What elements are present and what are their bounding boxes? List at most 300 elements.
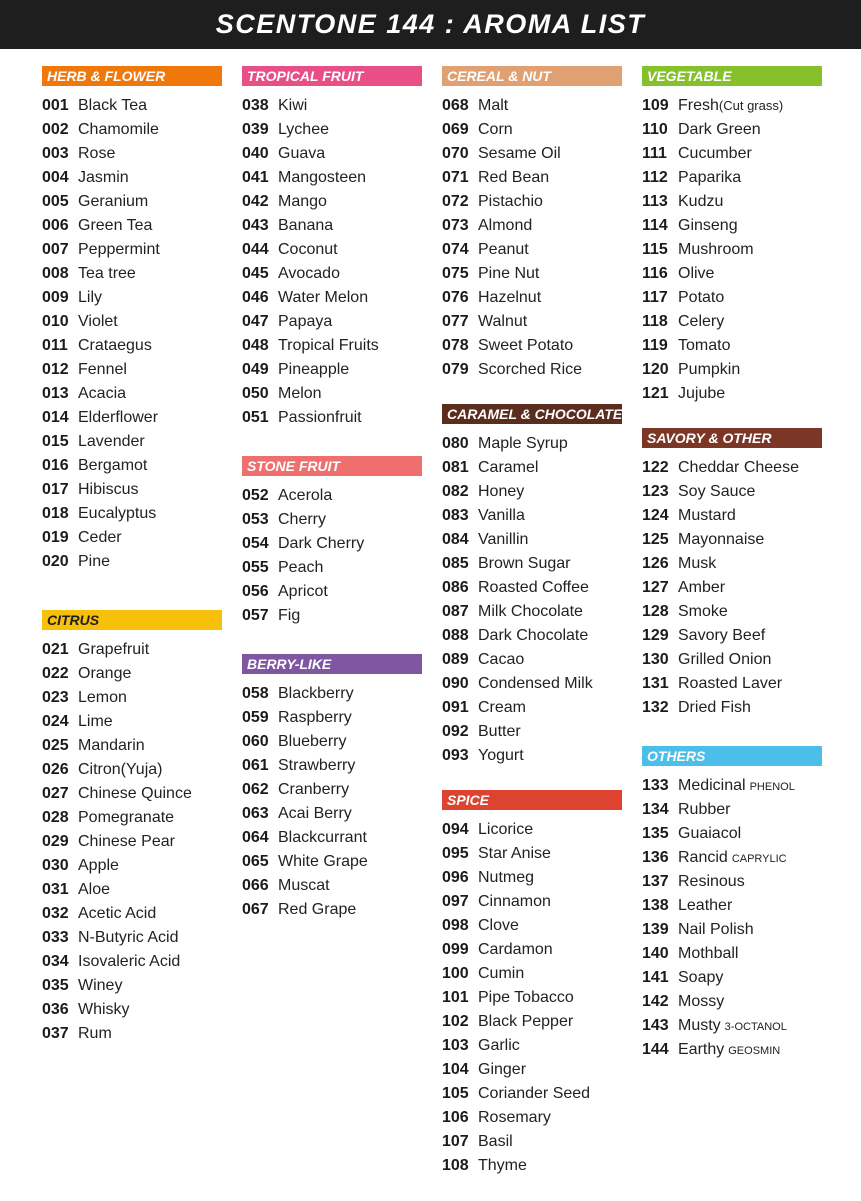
aroma-item [242,118,422,142]
aroma-number: 109 [642,97,669,114]
aroma-number: 072 [442,193,469,210]
aroma-item [642,214,822,238]
aroma-name: Bergamot [78,457,148,474]
aroma-number: 136 [642,849,669,866]
aroma-name: Scorched Rice [478,361,583,378]
aroma-name: Water Melon [278,289,369,306]
aroma-item [42,686,222,710]
aroma-number: 099 [442,941,469,958]
aroma-name: Citron(Yuja) [78,761,163,778]
aroma-item [642,1038,822,1062]
aroma-note: CAPRYLIC [731,853,787,865]
aroma-name: Honey [478,483,525,500]
aroma-item [442,528,622,552]
aroma-name: Malt [478,97,509,114]
aroma-name: Chinese Quince [78,785,192,802]
aroma-number: 082 [442,483,469,500]
aroma-number: 004 [42,169,69,186]
aroma-item [242,826,422,850]
aroma-name: Grapefruit [78,641,150,658]
aroma-item [442,672,622,696]
section-header: CEREAL & NUT [442,66,622,86]
aroma-item [442,744,622,768]
aroma-item [42,734,222,758]
aroma-number: 104 [442,1061,469,1078]
aroma-name: Avocado [278,265,340,282]
aroma-name: Mustard [678,507,736,524]
aroma-name: Blueberry [278,733,347,750]
aroma-name: Soy Sauce [678,483,756,500]
aroma-name: Rubber [678,801,731,818]
aroma-name: Walnut [478,313,528,330]
aroma-number: 055 [242,559,269,576]
aroma-number: 038 [242,97,269,114]
aroma-name: Earthy [678,1041,725,1058]
aroma-number: 044 [242,241,269,258]
aroma-number: 053 [242,511,269,528]
aroma-name: Star Anise [478,845,551,862]
aroma-item [42,502,222,526]
aroma-name: Maple Syrup [478,435,568,452]
aroma-number: 030 [42,857,69,874]
aroma-item [42,358,222,382]
aroma-number: 020 [42,553,69,570]
aroma-number: 094 [442,821,469,838]
aroma-name: Papaya [278,313,333,330]
aroma-name: Geranium [78,193,149,210]
aroma-name: Cacao [478,651,525,668]
aroma-item [242,382,422,406]
aroma-name: Vanilla [478,507,525,524]
aroma-name: Nutmeg [478,869,535,886]
section-citrus [42,610,222,1046]
aroma-name: Almond [478,217,533,234]
aroma-name: Licorice [478,821,534,838]
aroma-item [42,902,222,926]
aroma-number: 047 [242,313,269,330]
aroma-item [442,1034,622,1058]
aroma-name: Kudzu [678,193,724,210]
aroma-number: 070 [442,145,469,162]
column-1 [42,66,222,1046]
aroma-number: 041 [242,169,269,186]
aroma-number: 003 [42,145,69,162]
aroma-name: Guaiacol [678,825,742,842]
aroma-item [42,214,222,238]
aroma-number: 118 [642,313,668,330]
aroma-name: Mayonnaise [678,531,765,548]
aroma-number: 069 [442,121,469,138]
aroma-item [242,802,422,826]
aroma-name: Peanut [478,241,529,258]
aroma-name: Rose [78,145,116,162]
aroma-number: 059 [242,709,269,726]
aroma-item [642,166,822,190]
aroma-item [442,142,622,166]
aroma-name: Aloe [78,881,111,898]
aroma-number: 129 [642,627,669,644]
aroma-name: Raspberry [278,709,352,726]
aroma-number: 074 [442,241,469,258]
aroma-name: Banana [278,217,334,234]
aroma-name: Lychee [278,121,329,138]
aroma-item [642,262,822,286]
aroma-number: 143 [642,1017,669,1034]
aroma-item [442,1154,622,1178]
aroma-item [442,94,622,118]
section-caramel-and-chocolate [442,404,622,768]
aroma-item [442,576,622,600]
aroma-item [42,382,222,406]
aroma-item [442,214,622,238]
aroma-item [242,754,422,778]
section-header: VEGETABLE [642,66,822,86]
aroma-item [642,822,822,846]
aroma-name: Pomegranate [78,809,175,826]
aroma-item [642,966,822,990]
aroma-item [242,580,422,604]
aroma-item [442,890,622,914]
aroma-item [442,866,622,890]
aroma-item [242,898,422,922]
aroma-number: 139 [642,921,669,938]
aroma-number: 093 [442,747,469,764]
aroma-name: Rosemary [478,1109,551,1126]
aroma-name: Grilled Onion [678,651,772,668]
aroma-name: Celery [678,313,725,330]
aroma-number: 090 [442,675,469,692]
aroma-item [42,406,222,430]
aroma-name: Hibiscus [78,481,139,498]
section-savory-and-other [642,428,822,720]
aroma-item [42,878,222,902]
aroma-number: 014 [42,409,69,426]
aroma-number: 002 [42,121,69,138]
aroma-number: 083 [442,507,469,524]
aroma-name: Milk Chocolate [478,603,583,620]
aroma-number: 073 [442,217,469,234]
aroma-item [642,334,822,358]
aroma-name: Kiwi [278,97,308,114]
aroma-number: 029 [42,833,69,850]
aroma-number: 116 [642,265,668,282]
aroma-item [642,142,822,166]
aroma-item [442,166,622,190]
aroma-name: Musty [678,1017,721,1034]
aroma-number: 051 [242,409,269,426]
section-berry-like [242,654,422,922]
aroma-number: 036 [42,1001,69,1018]
aroma-number: 025 [42,737,69,754]
aroma-item [442,552,622,576]
aroma-item [42,190,222,214]
aroma-item [642,552,822,576]
aroma-name: Lime [78,713,113,730]
aroma-item [442,1106,622,1130]
aroma-item [242,730,422,754]
aroma-number: 067 [242,901,269,918]
aroma-name: Green Tea [78,217,153,234]
aroma-name: Clove [478,917,519,934]
aroma-name: Black Tea [78,97,148,114]
aroma-item [242,262,422,286]
aroma-number: 080 [442,435,469,452]
aroma-item [642,238,822,262]
aroma-number: 098 [442,917,469,934]
aroma-number: 008 [42,265,69,282]
aroma-item [242,358,422,382]
aroma-item [642,480,822,504]
aroma-name: Acerola [278,487,333,504]
aroma-name: Coriander Seed [478,1085,591,1102]
section-herb-and-flower [42,66,222,574]
aroma-number: 115 [642,241,668,258]
aroma-number: 027 [42,785,69,802]
section-header: SPICE [442,790,622,810]
aroma-number: 133 [642,777,669,794]
aroma-number: 089 [442,651,469,668]
aroma-number: 064 [242,829,269,846]
aroma-number: 134 [642,801,669,818]
aroma-item [42,118,222,142]
aroma-item [642,504,822,528]
aroma-name: Roasted Laver [678,675,783,692]
aroma-item [442,358,622,382]
aroma-item [642,942,822,966]
aroma-name: Sesame Oil [478,145,561,162]
aroma-number: 015 [42,433,69,450]
aroma-item [642,576,822,600]
aroma-number: 016 [42,457,69,474]
aroma-item [42,526,222,550]
page-title: SCENTONE 144 : AROMA LIST [0,0,861,49]
aroma-item [242,214,422,238]
aroma-number: 088 [442,627,469,644]
aroma-item [42,334,222,358]
aroma-name: Eucalyptus [78,505,157,522]
aroma-name: Soapy [678,969,724,986]
aroma-name: Nail Polish [678,921,754,938]
aroma-number: 060 [242,733,269,750]
aroma-name: Mothball [678,945,739,962]
aroma-name: Dark Cherry [278,535,365,552]
aroma-name: Pistachio [478,193,543,210]
aroma-name: Mushroom [678,241,754,258]
aroma-item [642,94,822,118]
aroma-number: 046 [242,289,269,306]
aroma-item [642,190,822,214]
aroma-number: 141 [642,969,669,986]
aroma-item [42,166,222,190]
aroma-name: Pine Nut [478,265,540,282]
aroma-item [642,774,822,798]
aroma-name: Apricot [278,583,328,600]
aroma-name: Cardamon [478,941,553,958]
aroma-item [242,508,422,532]
aroma-item [42,286,222,310]
aroma-item [642,600,822,624]
aroma-name: Coconut [278,241,338,258]
aroma-name: Rancid [678,849,728,866]
aroma-number: 138 [642,897,669,914]
aroma-item [442,286,622,310]
aroma-name: Potato [678,289,725,306]
aroma-item [442,1058,622,1082]
aroma-name: Crataegus [78,337,152,354]
section-header: HERB & FLOWER [42,66,222,86]
aroma-name: Red Bean [478,169,550,186]
aroma-name: Red Grape [278,901,357,918]
aroma-name: Ginger [478,1061,527,1078]
aroma-name: Musk [678,555,717,572]
aroma-name: Violet [78,313,118,330]
aroma-item [642,528,822,552]
aroma-number: 119 [642,337,668,354]
aroma-number: 087 [442,603,469,620]
aroma-number: 132 [642,699,669,716]
aroma-number: 006 [42,217,69,234]
aroma-item [42,758,222,782]
aroma-number: 125 [642,531,669,548]
aroma-name: Cream [478,699,527,716]
aroma-name: Thyme [478,1157,527,1174]
aroma-name: Apple [78,857,119,874]
aroma-name: Smoke [678,603,728,620]
aroma-name: Blackcurrant [278,829,367,846]
aroma-item [242,682,422,706]
aroma-number: 127 [642,579,669,596]
aroma-name: Jasmin [78,169,129,186]
aroma-note: 3-OCTANOL [724,1021,787,1033]
aroma-number: 034 [42,953,69,970]
aroma-number: 085 [442,555,469,572]
section-header: SAVORY & OTHER [642,428,822,448]
aroma-name: Jujube [678,385,726,402]
aroma-item [242,94,422,118]
aroma-name: Peach [278,559,324,576]
aroma-number: 105 [442,1085,469,1102]
aroma-number: 078 [442,337,469,354]
aroma-number: 032 [42,905,69,922]
aroma-item [242,850,422,874]
aroma-item [42,310,222,334]
aroma-number: 065 [242,853,269,870]
aroma-item [42,1022,222,1046]
aroma-number: 108 [442,1157,469,1174]
aroma-name: Olive [678,265,715,282]
aroma-item [242,190,422,214]
aroma-item [642,918,822,942]
aroma-item [642,624,822,648]
aroma-note: (Cut grass) [718,98,784,113]
aroma-name: Leather [678,897,733,914]
aroma-name: Strawberry [278,757,356,774]
aroma-item [442,842,622,866]
section-header: OTHERS [642,746,822,766]
aroma-name: Black Pepper [478,1013,574,1030]
aroma-item [42,238,222,262]
section-header: CARAMEL & CHOCOLATE [442,404,622,424]
aroma-note: GEOSMIN [728,1045,781,1057]
aroma-item [442,986,622,1010]
aroma-number: 084 [442,531,469,548]
aroma-number: 052 [242,487,269,504]
aroma-number: 126 [642,555,669,572]
aroma-number: 144 [642,1041,669,1058]
aroma-number: 066 [242,877,269,894]
aroma-item [42,430,222,454]
aroma-name: Cherry [278,511,327,528]
aroma-name: Condensed Milk [478,675,593,692]
aroma-number: 113 [642,193,668,210]
aroma-number: 023 [42,689,69,706]
aroma-item [642,286,822,310]
aroma-number: 035 [42,977,69,994]
aroma-number: 114 [642,217,668,234]
aroma-name: Melon [278,385,322,402]
aroma-name: Ginseng [678,217,738,234]
aroma-name: Paparika [678,169,742,186]
aroma-number: 086 [442,579,469,596]
aroma-name: Elderflower [78,409,159,426]
aroma-number: 033 [42,929,69,946]
aroma-item [642,846,822,870]
aroma-number: 012 [42,361,69,378]
aroma-number: 102 [442,1013,469,1030]
section-others [642,746,822,1062]
aroma-name: Blackberry [278,685,354,702]
aroma-number: 018 [42,505,69,522]
aroma-item [42,262,222,286]
aroma-name: Rum [78,1025,112,1042]
section-spice [442,790,622,1178]
aroma-name: Medicinal [678,777,746,794]
aroma-number: 142 [642,993,669,1010]
section-header: TROPICAL FRUIT [242,66,422,86]
aroma-number: 111 [642,145,667,162]
aroma-number: 058 [242,685,269,702]
aroma-name: Lemon [78,689,127,706]
aroma-item [42,142,222,166]
aroma-item [242,556,422,580]
column-4 [642,66,822,1062]
aroma-name: Fennel [78,361,127,378]
aroma-item [42,830,222,854]
aroma-name: Pineapple [278,361,350,378]
aroma-name: Caramel [478,459,539,476]
column-2 [242,66,422,922]
aroma-name: Isovaleric Acid [78,953,181,970]
aroma-item [442,962,622,986]
aroma-number: 120 [642,361,669,378]
aroma-number: 121 [642,385,669,402]
aroma-number: 123 [642,483,669,500]
aroma-number: 043 [242,217,269,234]
aroma-number: 075 [442,265,469,282]
aroma-item [242,334,422,358]
aroma-number: 013 [42,385,69,402]
aroma-item [442,504,622,528]
aroma-name: Vanillin [478,531,529,548]
aroma-number: 028 [42,809,69,826]
aroma-item [642,358,822,382]
aroma-item [442,118,622,142]
aroma-number: 009 [42,289,69,306]
aroma-name: N-Butyric Acid [78,929,179,946]
aroma-name: Tropical Fruits [278,337,379,354]
aroma-name: Brown Sugar [478,555,571,572]
aroma-item [442,720,622,744]
